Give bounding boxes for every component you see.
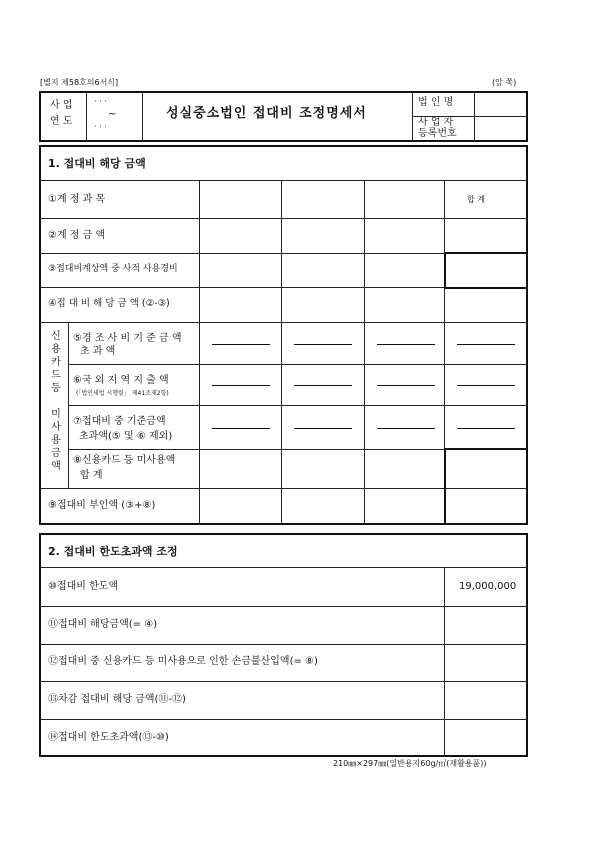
reg-label-2: 등록번호 bbox=[418, 128, 457, 139]
side-label-char: 등 bbox=[51, 383, 61, 394]
row7-label-1: ⑦접대비 중 기준금액 bbox=[73, 416, 166, 427]
total-column-label: 합 계 bbox=[467, 195, 485, 204]
year-tilde: ~ bbox=[108, 109, 117, 120]
row8-label-1: ⑧신용카드 등 미사용액 bbox=[73, 455, 176, 466]
row13-net-label: ⑬차감 접대비 해당 금액(⑪-⑫) bbox=[48, 694, 186, 705]
side-label-char: 카 bbox=[51, 357, 61, 368]
side-label-char: 신 bbox=[51, 331, 61, 342]
form-code: [별지 제58호의6서식] bbox=[40, 78, 119, 87]
side-label-char: 용 bbox=[51, 344, 61, 355]
section2-title: 2. 접대비 한도초과액 조정 bbox=[48, 545, 178, 558]
row3-private-label: ③접대비계상액 중 사적 사용경비 bbox=[48, 264, 178, 274]
row12-nondeductible-label: ⑫접대비 중 신용카드 등 미사용으로 인한 손금불산입액(= ⑧) bbox=[48, 656, 318, 667]
year-start-dots: · · · bbox=[94, 97, 107, 106]
side-label-char bbox=[48, 395, 64, 408]
corp-name-label: 법 인 명 bbox=[418, 97, 454, 108]
card-unused-side-label bbox=[48, 330, 64, 473]
year-end-dots: · · · bbox=[94, 122, 107, 131]
row5-label-2: 초 과 액 bbox=[80, 346, 116, 357]
row4-entertain-label: ④접 대 비 해 당 금 액 (②-③) bbox=[48, 298, 170, 309]
side-label-char: 미 bbox=[51, 409, 61, 420]
row10-limit-value: 19,000,000 bbox=[459, 581, 517, 592]
row3-total-box bbox=[444, 252, 528, 289]
year-label-1: 사 업 bbox=[50, 100, 73, 111]
row14-excess-label: ⑭접대비 한도초과액(⑬-⑩) bbox=[48, 732, 169, 743]
year-label-2: 연 도 bbox=[50, 116, 73, 127]
reg-label-1: 사 업 자 bbox=[418, 117, 454, 128]
section1-title: 1. 접대비 해당 금액 bbox=[48, 157, 146, 170]
row6-label-2: (「법인세법 시행령」 제41조제2항) bbox=[76, 390, 169, 397]
side-label-char: 금 bbox=[51, 448, 61, 459]
row6-label-1: ⑥국 외 지 역 지 출 액 bbox=[73, 375, 169, 386]
form-title: 성실중소법인 접대비 조정명세서 bbox=[166, 106, 367, 121]
row10-limit-label: ⑩접대비 한도액 bbox=[48, 581, 119, 592]
row5-label-1: ⑤경 조 사 비 기 준 금 액 bbox=[73, 333, 182, 344]
row8-9-total-box bbox=[444, 448, 528, 525]
side-label-char: 용 bbox=[51, 435, 61, 446]
page-side-label: (앞 쪽) bbox=[492, 78, 517, 87]
side-label-char: 액 bbox=[51, 461, 61, 472]
row2-amount-label: ②계 정 금 액 bbox=[48, 230, 106, 241]
row11-entertain-label: ⑪접대비 해당금액(= ④) bbox=[48, 619, 158, 630]
row9-disallowed-label: ⑨접대비 부인액 (③+⑧) bbox=[48, 500, 156, 511]
row7-label-2: 초과액(⑤ 및 ⑥ 제외) bbox=[79, 431, 173, 442]
side-label-char: 사 bbox=[51, 422, 61, 433]
side-label-char: 드 bbox=[51, 370, 61, 381]
paper-spec-footer: 210㎜×297㎜(일반용지60g/㎡(재활용품)) bbox=[333, 759, 487, 768]
row8-label-2: 합 계 bbox=[80, 470, 103, 481]
row1-account-label: ①계 정 과 목 bbox=[48, 194, 106, 205]
